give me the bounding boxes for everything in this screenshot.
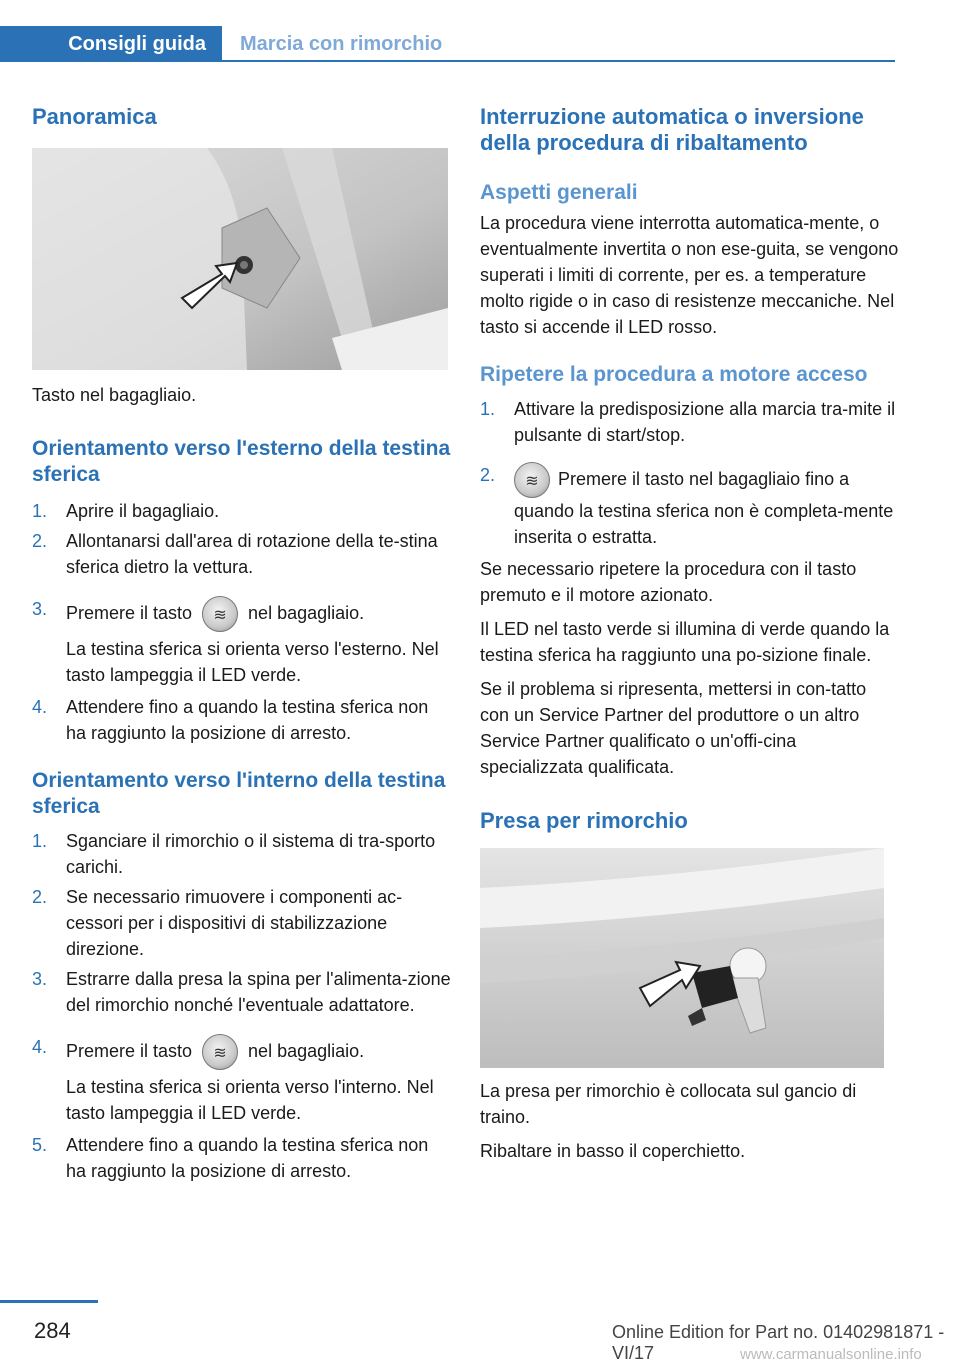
step-text: nel bagagliaio. xyxy=(248,1040,365,1061)
step-text: Se necessario rimuovere i componenti ac-cessori per i dispositivi di stabilizzazione direzione. xyxy=(66,887,403,959)
list-item xyxy=(32,1034,452,1126)
step-number: 2. xyxy=(32,887,48,907)
list-item xyxy=(32,596,452,688)
tab-marcia-rimorchio[interactable]: Marcia con rimorchio xyxy=(240,33,443,55)
towbar-button-icon xyxy=(202,596,238,632)
step-text: Estrarre dalla presa la spina per l'alimenta-zione del rimorchio nonché l'eventuale adattatore. xyxy=(66,969,451,1015)
list-item xyxy=(32,966,452,1018)
footer-rule xyxy=(0,1300,98,1303)
repeat-note-2: Il LED nel tasto verde si illumina di verde quando la testina sferica ha raggiunto una po-sizione finale. xyxy=(480,619,890,665)
towbar-button-icon xyxy=(514,462,550,498)
step-number: 4. xyxy=(32,1037,48,1057)
step-number: 1. xyxy=(32,831,48,851)
step-text: Aprire il bagagliaio. xyxy=(66,501,220,521)
inward-steps xyxy=(32,828,452,1184)
step-text: Allontanarsi dall'area di rotazione della te-stina sferica dietro la vettura. xyxy=(66,531,438,577)
step-text: Attendere fino a quando la testina sferica non ha raggiunto la posizione di arresto. xyxy=(66,1135,429,1181)
towbar-button-icon xyxy=(202,1034,238,1070)
step-text: Sganciare il rimorchio o il sistema di tra-sporto carichi. xyxy=(66,831,436,877)
list-item xyxy=(32,528,452,580)
repeat-steps xyxy=(480,396,900,550)
heading-trailer-socket: Presa per rimorchio xyxy=(480,808,688,833)
list-item xyxy=(32,828,452,880)
left-column xyxy=(32,100,452,1184)
heading-general: Aspetti generali xyxy=(480,181,638,204)
step-text: nel bagagliaio. xyxy=(248,602,365,623)
heading-repeat: Ripetere la procedura a motore acceso xyxy=(480,363,868,386)
heading-overview: Panoramica xyxy=(32,104,157,129)
trailer-socket-image xyxy=(480,848,884,1068)
step-number: 1. xyxy=(32,501,48,521)
outward-steps xyxy=(32,498,452,746)
list-item xyxy=(32,1132,452,1184)
step-text: Attivare la predisposizione alla marcia tra-mite il pulsante di start/stop. xyxy=(514,399,896,445)
general-paragraph: La procedura viene interrotta automatica-mente, o eventualmente invertita o non ese-guita, se vengono superati i limiti di corrente, per es. a temperature molto rigide o in caso di resistenze meccaniche. Nel tasto si accende il LED rosso. xyxy=(480,213,899,337)
step-number: 3. xyxy=(32,599,48,619)
repeat-note-3: Se il problema si ripresenta, mettersi in con-tatto con un Service Partner del produttore o un altro Service Partner qualificato o un'offi-cina specializzata qualificata. xyxy=(480,679,867,777)
step-result: La testina sferica si orienta verso l'interno. Nel tasto lampeggia il LED verde. xyxy=(66,1077,434,1123)
heading-interruption: Interruzione automatica o inversione della procedura di ribaltamento xyxy=(480,104,864,155)
step-number: 3. xyxy=(32,969,48,989)
step-result: La testina sferica si orienta verso l'esterno. Nel tasto lampeggia il LED verde. xyxy=(66,639,439,685)
repeat-note-1: Se necessario ripetere la procedura con il tasto premuto e il motore azionato. xyxy=(480,559,857,605)
step-number: 1. xyxy=(480,399,496,419)
step-number: 5. xyxy=(32,1135,48,1155)
socket-paragraph-1: La presa per rimorchio è collocata sul gancio di traino. xyxy=(480,1081,857,1127)
step-text: Attendere fino a quando la testina sferica non ha raggiunto la posizione di arresto. xyxy=(66,697,429,743)
list-item xyxy=(480,462,900,550)
list-item xyxy=(32,884,452,962)
right-column xyxy=(480,100,900,1164)
edition-note: Online Edition for Part no. 01402981871 - VI/17 xyxy=(612,1322,945,1363)
header-rule xyxy=(0,60,895,62)
heading-inward: Orientamento verso l'interno della testina sferica xyxy=(32,769,446,818)
list-item xyxy=(32,694,452,746)
heading-outward: Orientamento verso l'esterno della testina sferica xyxy=(32,437,451,486)
step-text: Premere il tasto nel bagagliaio fino a quando la testina sferica non è completa-mente inserita o estratta. xyxy=(514,468,894,547)
tab-consigli-guida[interactable]: Consigli guida xyxy=(0,26,222,62)
list-item xyxy=(480,396,900,448)
list-item xyxy=(32,498,452,524)
step-number: 4. xyxy=(32,697,48,717)
step-number: 2. xyxy=(32,531,48,551)
watermark: www.carmanualsonline.info xyxy=(740,1346,922,1363)
page-header xyxy=(0,26,895,62)
socket-paragraph-2: Ribaltare in basso il coperchietto. xyxy=(480,1141,746,1161)
step-text: Premere il tasto xyxy=(66,602,193,623)
step-text: Premere il tasto xyxy=(66,1040,193,1061)
step-number: 2. xyxy=(480,465,496,485)
image-caption: Tasto nel bagagliaio. xyxy=(32,385,197,405)
trunk-button-image xyxy=(32,148,448,370)
page-number: 284 xyxy=(34,1318,71,1343)
